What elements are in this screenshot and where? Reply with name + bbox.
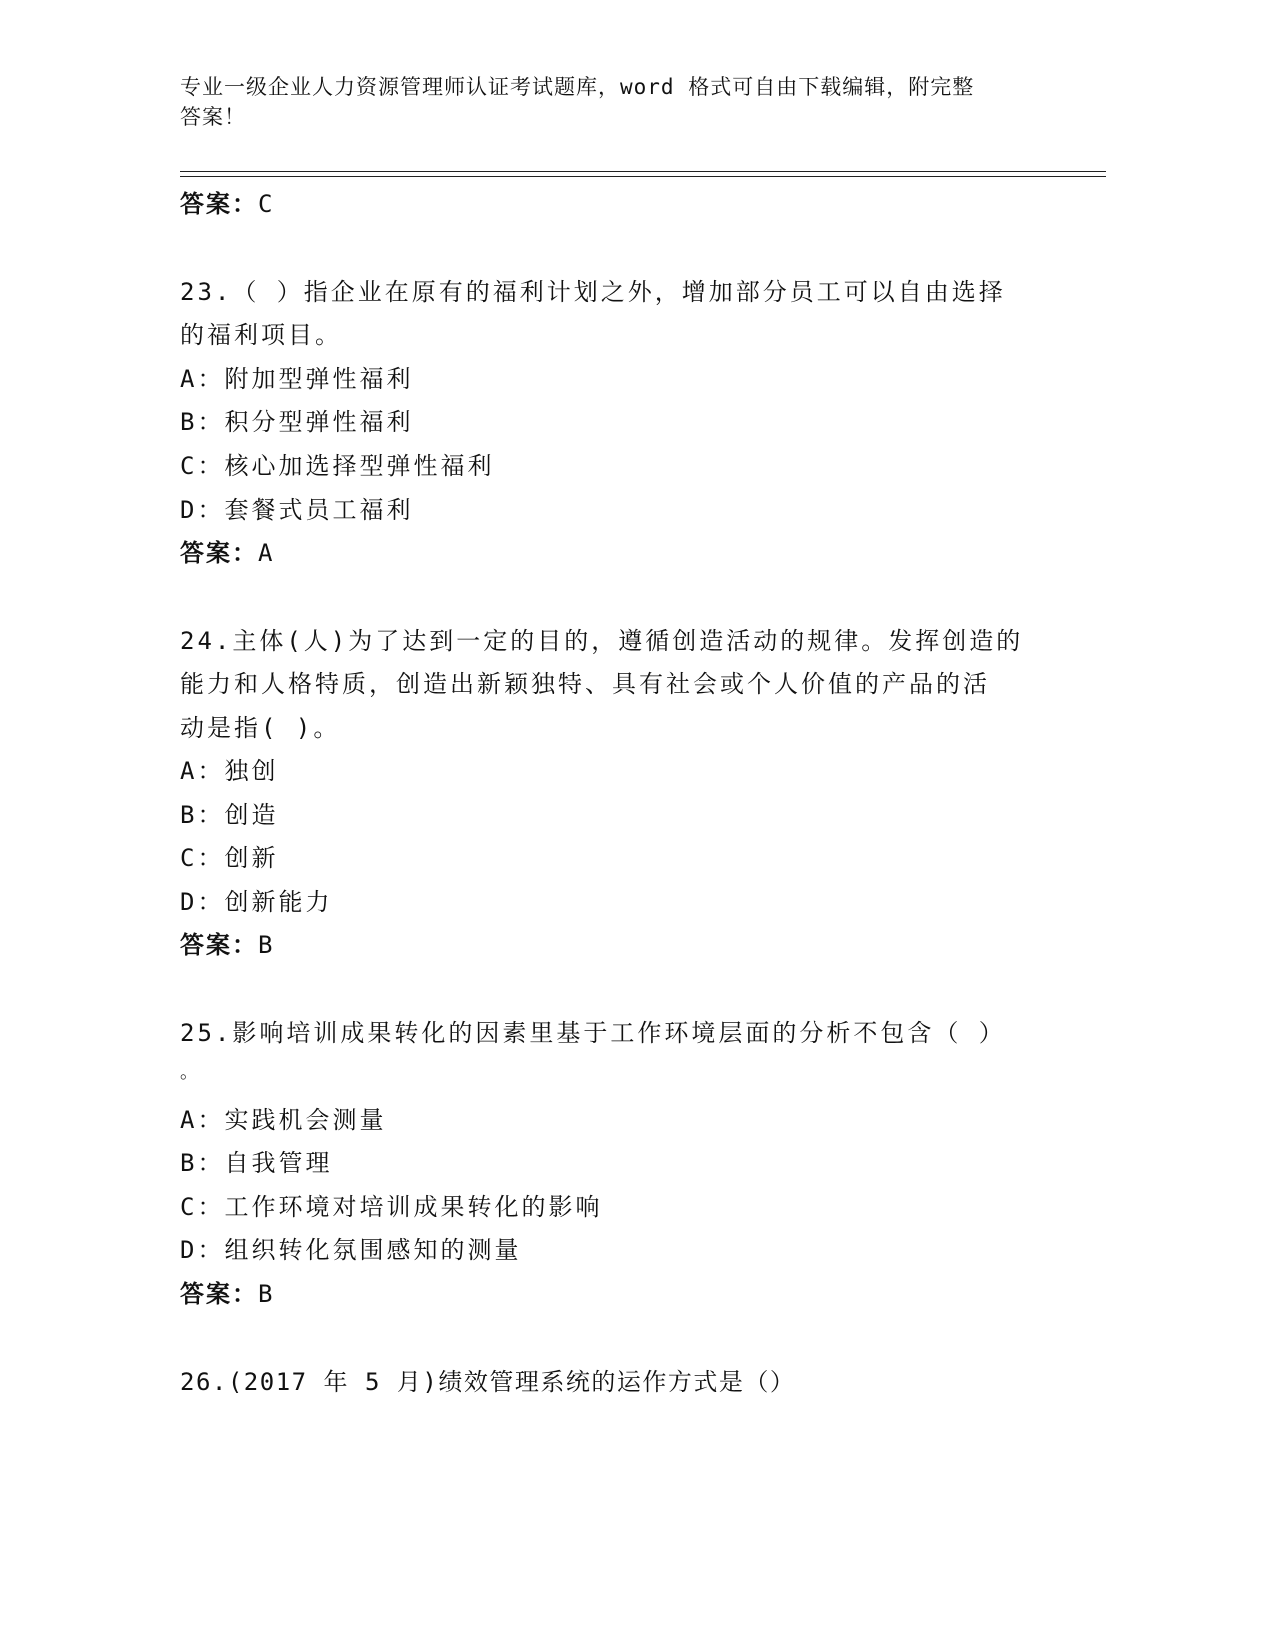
answer-label: 答案： [180,931,258,959]
document-header [180,72,1060,132]
question-text-line: 23.（ ）指企业在原有的福利计划之外，增加部分员工可以自由选择 [180,278,1006,306]
header-line-1: 专业一级企业人力资源管理师认证考试题库，word 格式可自由下载编辑，附完整 [180,75,975,99]
question-text-line: 能力和人格特质，创造出新颖独特、具有社会或个人价值的产品的活 [180,670,990,698]
answer-label: 答案： [180,1280,258,1308]
option-d: D：创新能力 [180,888,333,916]
answer-label: 答案： [180,190,258,218]
option-a: A：独创 [180,757,279,785]
question-text-line: 24.主体(人)为了达到一定的目的，遵循创造活动的规律。发挥创造的 [180,627,1024,655]
answer-value: B [258,1280,275,1308]
question-text-line: 动是指( )。 [180,714,341,742]
option-b: B：自我管理 [180,1149,333,1177]
answer-value: A [258,539,275,567]
option-a: A：实践机会测量 [180,1106,387,1134]
option-c: C：核心加选择型弹性福利 [180,452,495,480]
option-c: C：创新 [180,844,279,872]
answer-line [180,533,274,568]
question-text-line: 的福利项目。 [180,321,342,349]
header-divider-bottom [180,176,1106,177]
answer-line [180,184,274,219]
answer-line [180,925,274,960]
option-a: A：附加型弹性福利 [180,365,414,393]
answer-value: C [258,190,275,218]
question-text-line: 25.影响培训成果转化的因素里基于工作环境层面的分析不包含（ ） [180,1019,1006,1047]
header-divider-top [180,171,1106,172]
answer-label: 答案： [180,539,258,567]
answer-value: B [258,931,275,959]
option-d: D：组织转化氛围感知的测量 [180,1236,522,1264]
answer-line [180,1274,274,1309]
question-text-line: 。 [180,1062,201,1083]
option-b: B：创造 [180,801,279,829]
question-text-line: 26.(2017 年 5 月)绩效管理系统的运作方式是（） [180,1368,796,1396]
option-c: C：工作环境对培训成果转化的影响 [180,1193,603,1221]
option-d: D：套餐式员工福利 [180,496,414,524]
option-b: B：积分型弹性福利 [180,408,414,436]
header-line-2: 答案！ [180,105,246,129]
